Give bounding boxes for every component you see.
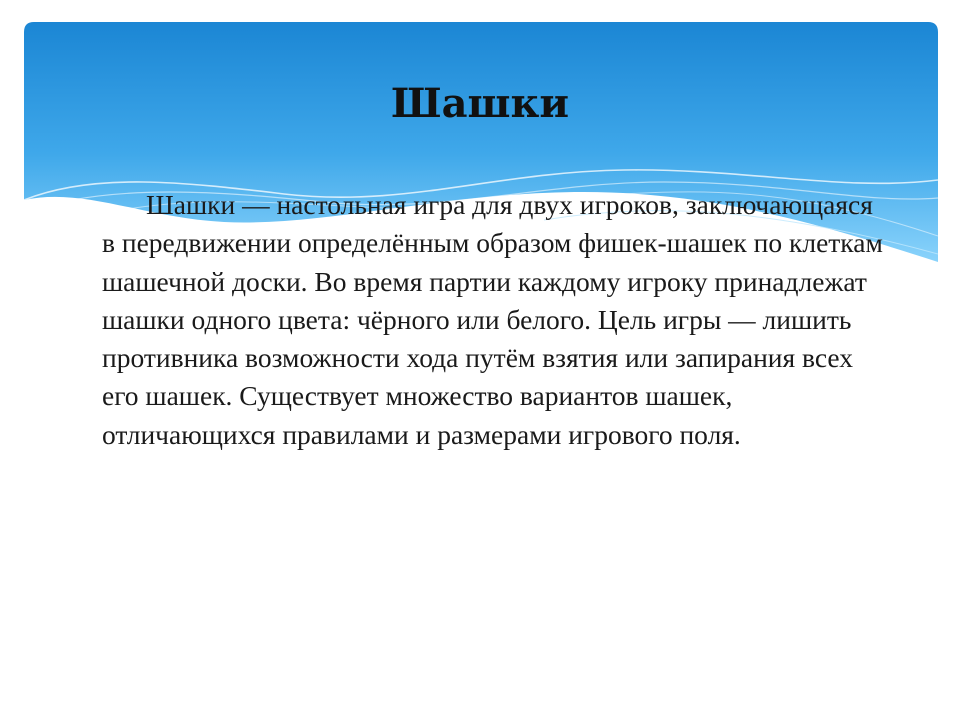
slide-body-paragraph: Шашки — настольная игра для двух игроков, заключающаяся в передвижении определённым образом фишек-шашек по клеткам шашечной доски. Во время партии каждому игроку принадлежат шашки одного цвета: чёрного или белого. Цель игры — лишить противника возможности хода путём взятия или запирания всех его шашек. Существует множество вариантов шашек, отличающихся правилами и размерами игрового поля. xyxy=(102,189,883,450)
slide-title: Шашки xyxy=(390,80,570,127)
